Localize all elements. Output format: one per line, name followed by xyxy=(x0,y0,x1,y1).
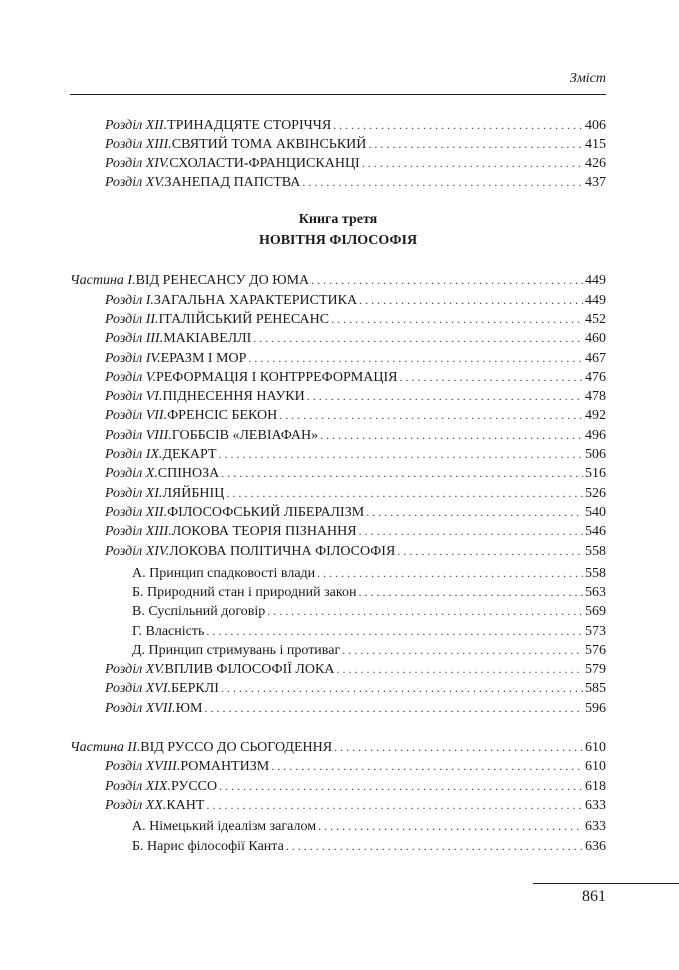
page-number: 861 xyxy=(582,888,606,905)
entry-title: ЮМ xyxy=(175,701,203,716)
entry-page: 437 xyxy=(585,175,606,190)
entry-page: 478 xyxy=(585,389,606,404)
entry-prefix: Розділ VIII. xyxy=(105,428,172,443)
dot-leader xyxy=(359,522,583,541)
part-title: ВІД РЕНЕСАНСУ ДО ЮМА xyxy=(135,273,310,288)
toc-subsection[interactable] xyxy=(132,817,606,836)
entry-prefix: Розділ XIII. xyxy=(105,137,172,152)
dot-leader xyxy=(206,622,583,641)
entry-page: 526 xyxy=(585,486,606,501)
entry-title: ЗАНЕПАД ПАПСТВА xyxy=(164,175,301,190)
dot-leader xyxy=(279,406,583,425)
entry-title: СПІНОЗА xyxy=(157,466,220,481)
entry-title: МАКІАВЕЛЛІ xyxy=(163,331,252,346)
entry-page: 558 xyxy=(585,544,606,559)
entry-title: ВПЛИВ ФІЛОСОФІЇ ЛОКА xyxy=(164,662,335,677)
dot-leader xyxy=(253,329,583,348)
toc-entry[interactable] xyxy=(105,173,606,192)
dot-leader xyxy=(368,135,583,154)
toc-entry[interactable] xyxy=(105,699,606,718)
dot-leader xyxy=(267,602,583,621)
entry-page: 540 xyxy=(585,505,606,520)
entry-page: 449 xyxy=(585,293,606,308)
entry-title: ЛОКОВА ТЕОРІЯ ПІЗНАННЯ xyxy=(171,524,357,539)
dot-leader xyxy=(219,445,584,464)
toc-entry[interactable] xyxy=(105,679,606,698)
toc-entry[interactable] xyxy=(105,310,606,329)
dot-leader xyxy=(311,271,583,290)
toc-entry[interactable] xyxy=(105,757,606,776)
entry-title: ФІЛОСОФСЬКИЙ ЛІБЕРАЛІЗМ xyxy=(167,505,365,520)
book-label: Книга третя xyxy=(298,212,378,227)
toc-entry[interactable] xyxy=(105,329,606,348)
toc-entry[interactable] xyxy=(105,154,606,173)
toc-subsection[interactable] xyxy=(132,602,606,621)
entry-title: ЕРАЗМ І МОР xyxy=(160,351,247,366)
toc-entry[interactable] xyxy=(105,796,606,815)
toc-entry[interactable] xyxy=(105,484,606,503)
entry-title: ПІДНЕСЕННЯ НАУКИ xyxy=(162,389,305,404)
entry-prefix: Розділ I. xyxy=(105,293,154,308)
entry-page: 415 xyxy=(585,137,606,152)
toc-part[interactable] xyxy=(70,738,606,757)
toc-entry[interactable] xyxy=(105,349,606,368)
subsection-title: Д. Принцип стримувань і противаг xyxy=(132,643,341,658)
entry-page: 633 xyxy=(585,798,606,813)
dot-leader xyxy=(221,679,583,698)
dot-leader xyxy=(318,817,583,836)
entry-prefix: Розділ VII. xyxy=(105,408,168,423)
entry-title: ЛЯЙБНІЦ xyxy=(162,486,225,501)
entry-title: СХОЛАСТИ-ФРАНЦИСКАНЦІ xyxy=(169,156,360,171)
toc-entry[interactable] xyxy=(105,777,606,796)
toc-entry[interactable] xyxy=(105,503,606,522)
toc-entry[interactable] xyxy=(105,116,606,135)
dot-leader xyxy=(333,116,583,135)
part-page: 610 xyxy=(585,740,606,755)
dot-leader xyxy=(206,796,583,815)
entry-page: 610 xyxy=(585,759,606,774)
dot-leader xyxy=(248,349,583,368)
entry-prefix: Розділ XI. xyxy=(105,486,163,501)
entry-page: 496 xyxy=(585,428,606,443)
dot-leader xyxy=(336,660,583,679)
toc-subsection[interactable] xyxy=(132,641,606,660)
part-prefix: Частина I. xyxy=(70,273,136,288)
dot-leader xyxy=(226,484,583,503)
subsection-title: Б. Природний стан і природний закон xyxy=(132,585,357,600)
entry-page: 585 xyxy=(585,681,606,696)
entry-prefix: Розділ V. xyxy=(105,370,156,385)
dot-leader xyxy=(317,564,583,583)
dot-leader xyxy=(320,426,583,445)
dot-leader xyxy=(334,738,583,757)
entry-prefix: Розділ IX. xyxy=(105,447,163,462)
dot-leader xyxy=(302,173,583,192)
entry-page: 596 xyxy=(585,701,606,716)
entry-page: 467 xyxy=(585,351,606,366)
entry-prefix: Розділ II. xyxy=(105,312,159,327)
dot-leader xyxy=(359,291,583,310)
toc-subsection[interactable] xyxy=(132,583,606,602)
toc-entry[interactable] xyxy=(105,426,606,445)
subsection-page: 569 xyxy=(585,604,606,619)
dot-leader xyxy=(397,542,583,561)
toc-subsection[interactable] xyxy=(132,837,606,856)
dot-leader xyxy=(219,777,583,796)
dot-leader xyxy=(271,757,583,776)
toc-entry[interactable] xyxy=(105,522,606,541)
toc-entry[interactable] xyxy=(105,406,606,425)
toc-entry[interactable] xyxy=(105,464,606,483)
entry-title: РУССО xyxy=(170,779,218,794)
toc-entry[interactable] xyxy=(105,368,606,387)
entry-prefix: Розділ XIX. xyxy=(105,779,171,794)
entry-title: СВЯТИЙ ТОМА АКВІНСЬКИЙ xyxy=(171,137,367,152)
dot-leader xyxy=(307,387,583,406)
toc-subsection[interactable] xyxy=(132,564,606,583)
entry-prefix: Розділ XVII. xyxy=(105,701,176,716)
entry-page: 452 xyxy=(585,312,606,327)
entry-page: 506 xyxy=(585,447,606,462)
toc-entry[interactable] xyxy=(105,542,606,561)
entry-title: ЗАГАЛЬНА ХАРАКТЕРИСТИКА xyxy=(153,293,358,308)
toc-entry[interactable] xyxy=(105,135,606,154)
part-title: ВІД РУССО ДО СЬОГОДЕННЯ xyxy=(140,740,333,755)
subsection-page: 563 xyxy=(585,585,606,600)
entry-title: КАНТ xyxy=(166,798,205,813)
entry-title: РЕФОРМАЦІЯ І КОНТРРЕФОРМАЦІЯ xyxy=(155,370,398,385)
running-header xyxy=(70,62,606,95)
toc-subsection[interactable] xyxy=(132,622,606,641)
toc-entry[interactable] xyxy=(105,660,606,679)
dot-leader xyxy=(331,310,583,329)
entry-page: 579 xyxy=(585,662,606,677)
entry-title: ДЕКАРТ xyxy=(162,447,217,462)
subsection-page: 633 xyxy=(585,819,606,834)
entry-page: 476 xyxy=(585,370,606,385)
toc-entry[interactable] xyxy=(105,291,606,310)
entry-prefix: Розділ XIII. xyxy=(105,524,172,539)
entry-title: ІТАЛІЙСЬКИЙ РЕНЕСАНС xyxy=(158,312,330,327)
subsection-page: 573 xyxy=(585,624,606,639)
entry-prefix: Розділ XV. xyxy=(105,662,165,677)
entry-prefix: Розділ XIV. xyxy=(105,544,170,559)
entry-title: РОМАНТИЗМ xyxy=(180,759,270,774)
toc-entry[interactable] xyxy=(105,387,606,406)
subsection-page: 558 xyxy=(585,566,606,581)
subsection-title: Б. Нарис філософії Канта xyxy=(132,839,284,854)
entry-prefix: Розділ XII. xyxy=(105,505,168,520)
entry-prefix: Розділ XX. xyxy=(105,798,167,813)
toc-entry[interactable] xyxy=(105,445,606,464)
entry-prefix: Розділ XVI. xyxy=(105,681,171,696)
entry-title: ЛОКОВА ПОЛІТИЧНА ФІЛОСОФІЯ xyxy=(169,544,396,559)
dot-leader xyxy=(205,699,584,718)
entry-page: 516 xyxy=(585,466,606,481)
header-title: Зміст xyxy=(569,71,606,86)
entry-page: 406 xyxy=(585,118,606,133)
entry-page: 546 xyxy=(585,524,606,539)
subsection-title: А. Німецький ідеалізм загалом xyxy=(132,819,317,834)
part-page: 449 xyxy=(585,273,606,288)
entry-title: БЕРКЛІ xyxy=(170,681,219,696)
entry-page: 426 xyxy=(585,156,606,171)
entry-page: 618 xyxy=(585,779,606,794)
book-title: НОВІТНЯ ФІЛОСОФІЯ xyxy=(258,233,418,248)
subsection-title: В. Суспільний договір xyxy=(132,604,266,619)
subsection-page: 636 xyxy=(585,839,606,854)
subsection-page: 576 xyxy=(585,643,606,658)
entry-prefix: Розділ XV. xyxy=(105,175,165,190)
entry-prefix: Розділ III. xyxy=(105,331,164,346)
entry-title: ГОББСІВ «ЛЕВІАФАН» xyxy=(171,428,319,443)
dot-leader xyxy=(366,503,583,522)
entry-prefix: Розділ XII. xyxy=(105,118,168,133)
entry-prefix: Розділ VI. xyxy=(105,389,163,404)
entry-prefix: Розділ XVIII. xyxy=(105,759,181,774)
entry-prefix: Розділ IV. xyxy=(105,351,161,366)
entry-title: ТРИНАДЦЯТЕ СТОРІЧЧЯ xyxy=(167,118,332,133)
dot-leader xyxy=(399,368,583,387)
toc-part[interactable] xyxy=(70,271,606,290)
dot-leader xyxy=(342,641,583,660)
dot-leader xyxy=(221,464,583,483)
footer-rule xyxy=(533,883,679,884)
entry-title: ФРЕНСІС БЕКОН xyxy=(167,408,278,423)
subsection-title: А. Принцип спадковості влади xyxy=(132,566,316,581)
entry-page: 492 xyxy=(585,408,606,423)
dot-leader xyxy=(286,837,583,856)
entry-page: 460 xyxy=(585,331,606,346)
dot-leader xyxy=(362,154,583,173)
entry-prefix: Розділ X. xyxy=(105,466,158,481)
dot-leader xyxy=(358,583,583,602)
subsection-title: Г. Власність xyxy=(132,624,205,639)
part-prefix: Частина II. xyxy=(70,740,141,755)
entry-prefix: Розділ XIV. xyxy=(105,156,170,171)
